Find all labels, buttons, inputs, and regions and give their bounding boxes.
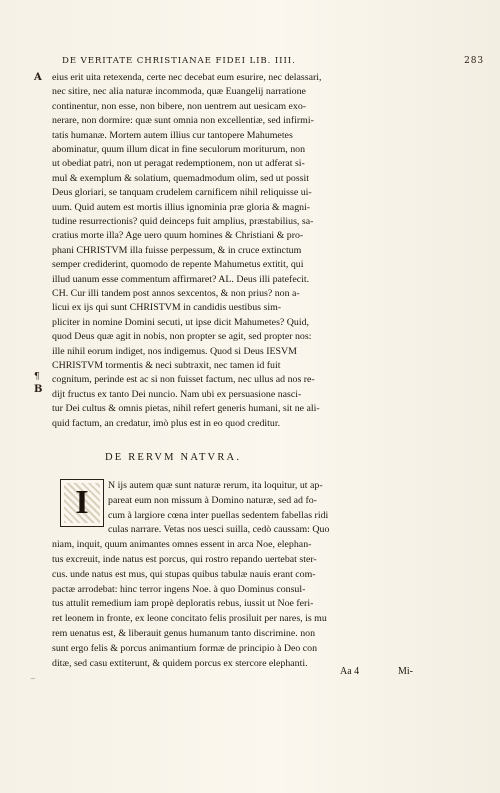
text-line: culas narrare. Vetas nos uesci suilla, cedò caussam: Quo: [108, 524, 330, 536]
text-line: ret leonem in fronte, ex leone concitato felis prosiluit per nares, is mu: [52, 613, 327, 625]
text-line: niam, inquit, quum animantes omnes essent in arca Noe, elephan-: [52, 539, 312, 551]
text-line: pliciter in nomine Domini secuti, ut ipse dicit Mahumetes? Quid,: [52, 316, 309, 328]
text-line: phani CHRISTVM illa fuisse perpessum, & in cruce extinctum: [52, 244, 302, 256]
text-line: cognitum, perinde est ac si non fuisset factum, nec ullus ad nos re-: [52, 374, 315, 386]
text-line: tus excreuit, inde natus est porcus, qui rostro repando uertebat ster-: [52, 554, 317, 565]
text-line: tudine resurrectionis? quid deinceps fuit amplius, præstabilius, sa-: [52, 216, 314, 227]
text-line: ditæ, sed casu extiterunt, & quidem porcus ex stercore elephanti.: [52, 657, 308, 669]
text-line: ut obediat patri, non ut peragat redemptionem, non ut adferat si-: [52, 158, 305, 170]
text-line: nec sitire, nec alia naturæ incommoda, quæ Euangelij narratione: [52, 86, 306, 98]
page-number: 283: [464, 56, 484, 66]
text-line: CHRISTVM tormentis & neci subtraxit, nec tamen id fuit: [52, 360, 281, 371]
text-line: tatis humanæ. Mortem autem illius cur tantopere Mahumetes: [52, 129, 293, 141]
text-line: abominatur, quum illum dicat in fine seculorum moriturum, non: [52, 144, 306, 155]
catchword: Mi-: [398, 666, 413, 677]
text-line: cus. unde natus est mus, qui stupas quibus tabulæ nauis erant com-: [52, 568, 316, 580]
text-line: mul & exemplum & solatium, quemadmodum olim, sed ut possit: [52, 172, 310, 184]
section-heading: DE RERVM NATVRA.: [105, 452, 242, 463]
text-line: pareat eum non missum à Domino naturæ, sed ad fo-: [108, 494, 317, 506]
running-header: [62, 56, 484, 66]
text-line: sunt ergo felis & porcus animantium formæ de principio à Deo con: [52, 642, 318, 654]
show-through-mark: ~: [30, 675, 36, 683]
text-line: N ijs autem quæ sunt naturæ rerum, ita loquitur, ut ap-: [108, 480, 323, 491]
margin-pilcrow: ¶: [34, 372, 40, 382]
initial-letter: I: [75, 484, 89, 521]
text-line: Deus gloriari, se tanquam crudelem carnificem nihil reliquisse ui-: [52, 187, 312, 199]
running-title: DE VERITATE CHRISTIANAE FIDEI LIB. IIII.: [62, 56, 296, 66]
text-line: licui ex ijs qui sunt CHRISTVM in candidis uestibus sim-: [52, 302, 282, 314]
text-line: tur Dei cultus & omnis pietas, nihil refert generis humani, sit ne ali-: [52, 403, 320, 415]
text-line: nerare, non dormire: quæ sunt omnia non excellentiæ, sed infirmi-: [52, 115, 314, 127]
text-line: continentur, non esse, non bibere, non uentrem aut uesicam exo-: [52, 100, 307, 112]
text-line: cratius morte illa? Age uero quum homines & Christiani & pro-: [52, 230, 304, 242]
text-line: pactæ arrodebat: hinc terror ingens Noe. à quo Dominus consul-: [52, 583, 306, 595]
text-line: rem uenatus est, & liberauit genus humanum tanto discrimine. non: [52, 628, 316, 639]
margin-marker-a: A: [34, 72, 42, 83]
text-line: semper crediderint, quomodo de repente Mahumetus extitit, qui: [52, 259, 304, 271]
margin-marker-b: B: [34, 384, 43, 395]
text-line: eius erit uita retexenda, certe nec decebat eum esurire, nec delassari,: [52, 72, 322, 83]
text-line: tus attulit remedium iam propè deploratis rebus, iussit ut Noe feri-: [52, 598, 314, 610]
text-line: ille nihil eorum indiget, nos indigemus. Quod si Deus IESVM: [52, 345, 297, 357]
text-line: cum à largiore cœna inter puellas sedentem fabellas ridi: [108, 509, 329, 521]
text-line: quod Deus quæ agit in nobis, non propter se agit, sed propter nos:: [52, 331, 312, 343]
text-line: dijt fructus ex tanto Dei nuncio. Nam ubi ex persuasione nasci-: [52, 388, 302, 400]
text-line: illud uanum esse commentum affirmaret? AL. Deus illi patefecit.: [52, 273, 310, 285]
text-line: CH. Cur illi tandem post annos sexcentos, & non prius? non a-: [52, 288, 300, 299]
main-text-block: [52, 72, 397, 432]
text-line: quid factum, an credatur, imò plus est in eo quod creditur.: [52, 417, 281, 429]
signature-mark: Aa 4: [340, 666, 360, 677]
text-line: uum. Quid autem est mortis illius ignominia præ gloria & magni-: [52, 201, 311, 213]
